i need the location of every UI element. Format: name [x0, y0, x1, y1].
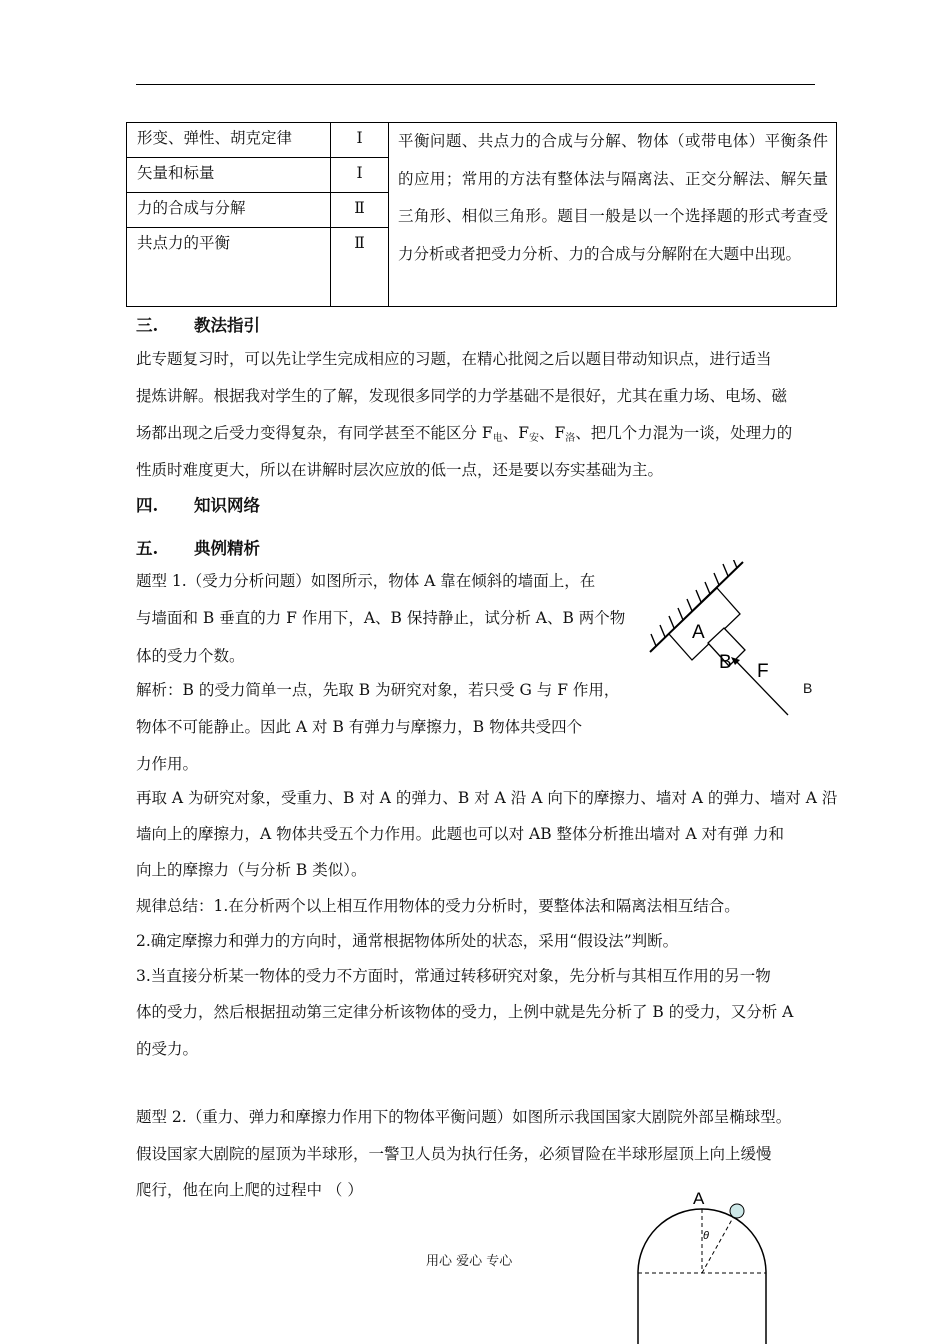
section-heading-4: 四. 知识网络: [136, 496, 260, 515]
paragraph-line: 墙向上的摩擦力，A 物体共受五个力作用。此题也可以对 AB 整体分析推出墙对 A 对有弹 力和: [136, 825, 785, 843]
footer-text: 用心 爱心 专心: [426, 1254, 513, 1269]
paragraph-line: 题型 1.（受力分析问题）如图所示，物体 A 靠在倾斜的墙面上，在: [136, 572, 596, 590]
level-cell: Ⅰ: [331, 158, 389, 193]
paragraph-line: 题型 2.（重力、弹力和摩擦力作用下的物体平衡问题）如图所示我国国家大剧院外部呈椭球型。: [136, 1108, 792, 1126]
paragraph-line: 物体不可能静止。因此 A 对 B 有弹力与摩擦力，B 物体共受四个: [136, 718, 583, 736]
level-cell: Ⅱ: [331, 193, 389, 228]
theta-label: θ: [703, 1230, 709, 1242]
paragraph-line: 的受力。: [136, 1040, 199, 1058]
label-f: F: [757, 661, 769, 682]
paragraph-line: 再取 A 为研究对象，受重力、B 对 A 的弹力、B 对 A 沿 A 向下的摩擦力、墙对 A 的弹力、墙对 A 沿: [136, 789, 838, 807]
paragraph-line: 解析：B 的受力简单一点，先取 B 为研究对象，若只受 G 与 F 作用，: [136, 681, 620, 699]
table-row: [127, 123, 837, 158]
paragraph-line: 提炼讲解。根据我对学生的了解，发现很多同学的力学基础不是很好，尤其在重力场、电场、磁: [136, 387, 788, 405]
paragraph-line: 假设国家大剧院的屋顶为半球形，一警卫人员为执行任务，必须冒险在半球形屋顶上向上缓慢: [136, 1145, 772, 1163]
paragraph-line: 爬行，他在向上爬的过程中 （ ）: [136, 1181, 363, 1199]
requirements-table: [126, 122, 837, 307]
paragraph-line: 规律总结：1.在分析两个以上相互作用物体的受力分析时，要整体法和隔离法相互结合。: [136, 897, 740, 915]
label-a: A: [692, 622, 705, 643]
ball: [730, 1204, 744, 1218]
header-rule: [136, 84, 815, 85]
figure-hemisphere-roof: [630, 1185, 775, 1344]
level-cell: Ⅰ: [331, 123, 389, 158]
paragraph-line: 3.当直接分析某一物体的受力不方面时，常通过转移研究对象，先分析与其相互作用的另一物: [136, 967, 771, 985]
label-a: A: [693, 1189, 705, 1208]
topic-cell: 力的合成与分解: [127, 193, 331, 228]
paragraph-line: 此专题复习时，可以先让学生完成相应的习题，在精心批阅之后以题目带动知识点，进行适当: [136, 350, 772, 368]
paragraph-line: 向上的摩擦力（与分析 B 类似）。: [136, 861, 367, 879]
level-cell: Ⅱ: [331, 228, 389, 307]
paragraph-line: 场都出现之后受力变得复杂，有同学甚至不能区分 $F_电$、$F_安$、$F_洛$、把几个力混为一谈，处理力的: [136, 424, 793, 444]
paragraph-line: 体的受力，然后根据扭动第三定律分析该物体的受力，上例中就是先分析了 B 的受力，又分析 A: [136, 1003, 794, 1021]
label-b: B: [719, 652, 732, 673]
figure-inclined-wall: [640, 560, 813, 725]
stray-label-b: B: [803, 680, 813, 696]
topic-cell: 形变、弹性、胡克定律: [127, 123, 331, 158]
paragraph-line: 性质时难度更大，所以在讲解时层次应放的低一点，还是要以夯实基础为主。: [136, 461, 664, 479]
roof-outline: [638, 1209, 766, 1344]
paragraph-line: 体的受力个数。: [136, 647, 245, 665]
topic-cell: 共点力的平衡: [127, 228, 331, 307]
topic-cell: 矢量和标量: [127, 158, 331, 193]
paragraph-line: 与墙面和 B 垂直的力 F 作用下，A、B 保持静止，试分析 A、B 两个物: [136, 609, 626, 627]
description-cell: 平衡问题、共点力的合成与分解、物体（或带电体）平衡条件的应用；常用的方法有整体法与隔离法、正交分解法、解矢量三角形、相似三角形。题目一般是以一个选择题的形式考查受力分析或者把受力分析、力的合成与分解附在大题中出现。: [389, 123, 837, 307]
section-heading-3: 三. 教法指引: [136, 316, 260, 335]
paragraph-line: 力作用。: [136, 755, 199, 773]
section-heading-5: 五. 典例精析: [136, 539, 260, 558]
paragraph-line: 2.确定摩擦力和弹力的方向时，通常根据物体所处的状态，采用“假设法”判断。: [136, 932, 679, 950]
slant-radius-dashed: [702, 1216, 734, 1273]
